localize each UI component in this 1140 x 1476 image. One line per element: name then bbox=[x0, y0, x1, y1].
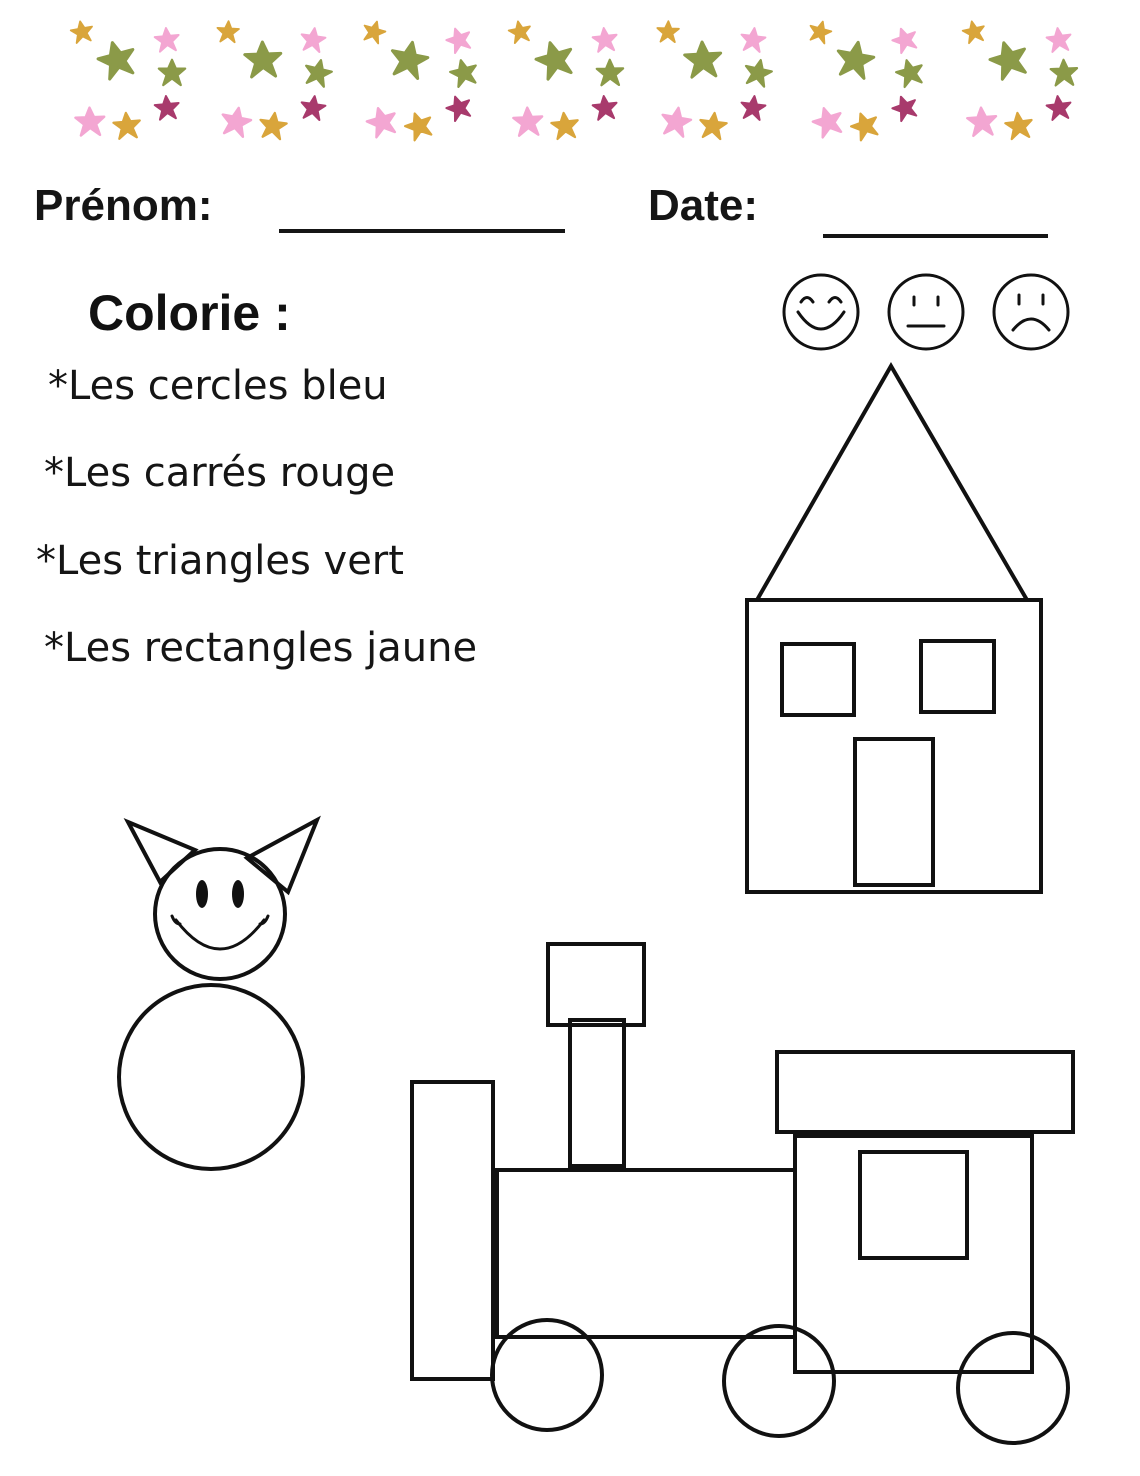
happy-face-icon[interactable] bbox=[784, 275, 858, 349]
train-wheel-2-circle[interactable] bbox=[724, 1326, 834, 1436]
cat-head-circle[interactable] bbox=[155, 849, 285, 979]
instruction-item-circles: *Les cercles bleu bbox=[48, 363, 388, 409]
cat-drawing bbox=[119, 820, 317, 1169]
house-roof-triangle[interactable] bbox=[757, 366, 1027, 600]
train-wheel-3-circle[interactable] bbox=[958, 1333, 1068, 1443]
train-boiler-rectangle[interactable] bbox=[497, 1170, 795, 1337]
house-door-rectangle[interactable] bbox=[855, 739, 933, 885]
date-label: Date: bbox=[648, 181, 759, 230]
instruction-item-rectangles: *Les rectangles jaune bbox=[44, 625, 478, 671]
cat-smile bbox=[176, 920, 264, 949]
neutral-face-icon[interactable] bbox=[889, 275, 963, 349]
name-label: Prénom: bbox=[34, 181, 213, 230]
house-window-right-square[interactable] bbox=[921, 641, 994, 712]
train-cab-roof-rectangle[interactable] bbox=[777, 1052, 1073, 1132]
sad-face-icon[interactable] bbox=[994, 275, 1068, 349]
train-chimney-rectangle[interactable] bbox=[570, 1020, 624, 1166]
instructions-title: Colorie : bbox=[88, 285, 291, 341]
house-drawing bbox=[747, 366, 1041, 892]
train-front-rectangle[interactable] bbox=[412, 1082, 493, 1379]
train-drawing bbox=[412, 944, 1073, 1443]
train-cab-window-square[interactable] bbox=[860, 1152, 967, 1258]
instruction-item-squares: *Les carrés rouge bbox=[44, 450, 396, 496]
cat-ear-left-triangle[interactable] bbox=[128, 822, 195, 882]
cat-eye-right bbox=[232, 880, 244, 908]
house-window-left-square[interactable] bbox=[782, 644, 854, 715]
cat-body-circle[interactable] bbox=[119, 985, 303, 1169]
cat-ear-right-triangle[interactable] bbox=[247, 820, 317, 892]
instruction-item-triangles: *Les triangles vert bbox=[36, 538, 404, 584]
cat-eye-left bbox=[196, 880, 208, 908]
train-chimney-top-square[interactable] bbox=[548, 944, 644, 1025]
